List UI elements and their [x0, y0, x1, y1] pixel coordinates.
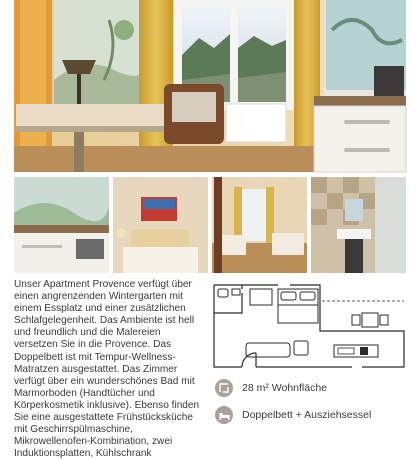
feature-floor-area: [212, 377, 406, 399]
bed-icon: [215, 406, 233, 424]
feature-bed: [212, 404, 406, 426]
floor-plan: [212, 281, 406, 371]
feature-floor-area-label: 28 m² Wohnfläche: [242, 382, 328, 394]
gallery-thumb-bed[interactable]: [113, 177, 208, 273]
hero-photo-living-room: [14, 0, 406, 172]
gallery-thumb-kitchen[interactable]: [14, 177, 109, 273]
gallery-thumb-bathroom[interactable]: [311, 177, 406, 273]
feature-list: [212, 377, 406, 431]
apartment-description: Unser Apartment Provence verfügt über einen angrenzenden Wintergarten mit einem Essplatz und einer zusätzlichen Schlafgelegenheit. Das Ambiente ist hell und freundlich und die Malereien versetzen Sie in die Provence. Das Doppelbett ist mit Tempur-Wellness-Matratzen ausgestattet. Das Zimmer verfügt über ein wunderschönes Bad mit Marmorboden (Handtücher und Körperkosmetik inklusive). Ebenso finden Sie eine ausgestattete Frühstücksküche mit Geschirrspülmaschine, Mikrowellenofen-Kombination, zwei Induktionsplatten, Kühlschrank: [14, 279, 200, 460]
gallery-thumb-room[interactable]: [212, 177, 307, 273]
floor-plan-drawing: [212, 281, 406, 371]
photo-gallery: [14, 177, 406, 273]
floor-area-icon: [215, 379, 233, 397]
living-room-illustration: [14, 0, 406, 172]
feature-bed-label: Doppelbett + Ausziehsessel: [242, 409, 372, 421]
